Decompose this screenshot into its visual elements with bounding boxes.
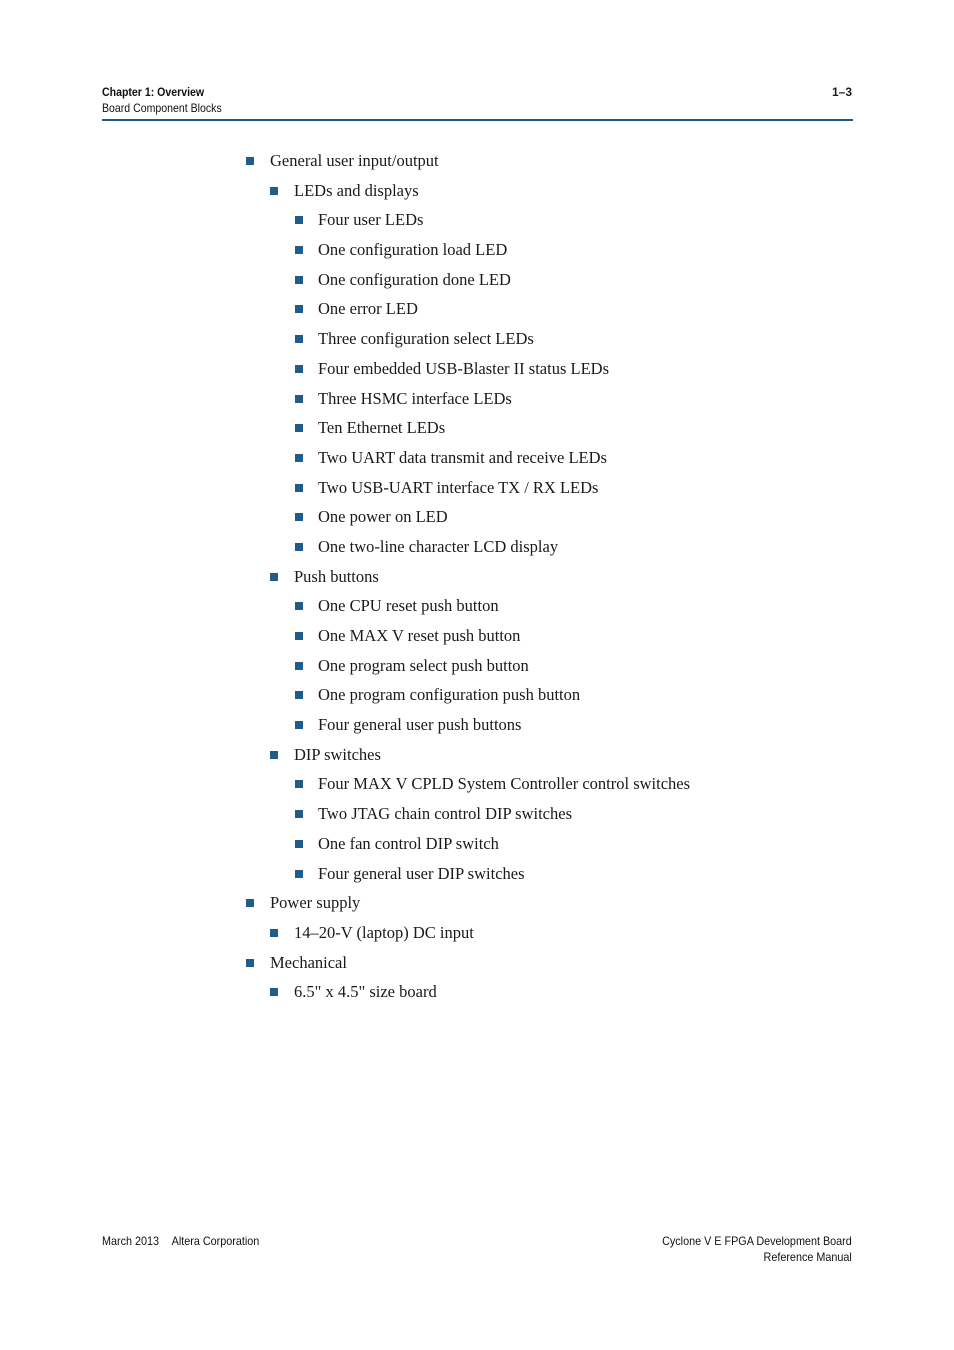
feature-list: [0, 146, 954, 1007]
list-item: [0, 591, 954, 621]
list-item: [0, 948, 954, 978]
list-item: [0, 265, 954, 295]
square-bullet-icon: [270, 187, 278, 195]
list-item: [0, 205, 954, 235]
footer-doc-subtitle: Reference Manual: [763, 1250, 852, 1264]
section-title: Board Component Blocks: [102, 101, 222, 115]
chapter-title: Chapter 1: Overview: [102, 85, 205, 99]
list-item-text: Power supply: [270, 893, 361, 913]
square-bullet-icon: [295, 721, 303, 729]
square-bullet-icon: [295, 691, 303, 699]
list-item-text: One program select push button: [318, 655, 529, 675]
square-bullet-icon: [295, 780, 303, 788]
list-item-text: 6.5" x 4.5" size board: [294, 982, 437, 1002]
footer-doc-title: Cyclone V E FPGA Development Board: [662, 1234, 852, 1248]
list-item: [0, 502, 954, 532]
square-bullet-icon: [295, 840, 303, 848]
list-item-text: Three HSMC interface LEDs: [318, 388, 512, 408]
list-item: [0, 235, 954, 265]
list-item: [0, 621, 954, 651]
square-bullet-icon: [270, 988, 278, 996]
list-item-text: DIP switches: [294, 744, 381, 764]
list-item: [0, 532, 954, 562]
square-bullet-icon: [246, 959, 254, 967]
list-item-text: 14–20-V (laptop) DC input: [294, 922, 474, 942]
list-item: [0, 294, 954, 324]
square-bullet-icon: [295, 484, 303, 492]
list-item: [0, 176, 954, 206]
square-bullet-icon: [295, 335, 303, 343]
list-item-text: One program configuration push button: [318, 685, 581, 705]
square-bullet-icon: [295, 454, 303, 462]
list-item-text: One MAX V reset push button: [318, 626, 521, 645]
footer-company: Altera Corporation: [171, 1234, 260, 1248]
list-item-text: Mechanical: [270, 952, 347, 972]
list-item-text: One CPU reset push button: [318, 596, 499, 616]
running-header: [102, 84, 238, 116]
list-item: [0, 710, 954, 740]
square-bullet-icon: [270, 929, 278, 937]
header-rule: [102, 119, 853, 121]
square-bullet-icon: [295, 543, 303, 551]
list-item: [0, 354, 954, 384]
list-item-text: One configuration done LED: [318, 269, 511, 289]
list-item: [0, 769, 954, 799]
square-bullet-icon: [295, 632, 303, 640]
list-item-text: Four general user DIP switches: [318, 863, 525, 883]
square-bullet-icon: [295, 276, 303, 284]
list-item: [0, 829, 954, 859]
list-item: [0, 680, 954, 710]
square-bullet-icon: [295, 216, 303, 224]
list-item: [0, 918, 954, 948]
list-item-text: Four embedded USB-Blaster II status LEDs: [318, 358, 609, 378]
list-item: [0, 977, 954, 1007]
page-number: 1–3: [831, 85, 852, 99]
square-bullet-icon: [270, 573, 278, 581]
square-bullet-icon: [295, 424, 303, 432]
list-item: [0, 413, 954, 443]
square-bullet-icon: [295, 810, 303, 818]
square-bullet-icon: [295, 513, 303, 521]
list-item-text: LEDs and displays: [294, 180, 419, 200]
list-item-text: Push buttons: [294, 566, 379, 586]
list-item-text: General user input/output: [270, 151, 439, 170]
square-bullet-icon: [295, 395, 303, 403]
list-item: [0, 324, 954, 354]
square-bullet-icon: [295, 246, 303, 254]
square-bullet-icon: [246, 157, 254, 165]
footer-left: [102, 1233, 259, 1249]
list-item-text: Two USB-UART interface TX / RX LEDs: [318, 477, 599, 497]
list-item-text: Two UART data transmit and receive LEDs: [318, 447, 607, 467]
list-item: [0, 473, 954, 503]
list-item-text: One fan control DIP switch: [318, 833, 499, 853]
list-item-text: Four user LEDs: [318, 210, 424, 230]
list-item-text: One two-line character LCD display: [318, 536, 559, 556]
list-item-text: One error LED: [318, 299, 418, 319]
list-item: [0, 651, 954, 681]
list-item-text: Three configuration select LEDs: [318, 329, 534, 349]
list-item: [0, 562, 954, 592]
footer-right: [662, 1233, 852, 1265]
list-item-text: Four general user push buttons: [318, 715, 522, 735]
list-item-text: One configuration load LED: [318, 240, 508, 260]
square-bullet-icon: [295, 870, 303, 878]
list-item-text: One power on LED: [318, 507, 448, 527]
list-item: [0, 799, 954, 829]
square-bullet-icon: [246, 899, 254, 907]
square-bullet-icon: [295, 602, 303, 610]
list-item: [0, 384, 954, 414]
list-item-text: Ten Ethernet LEDs: [318, 418, 446, 438]
list-item-text: Two JTAG chain control DIP switches: [318, 804, 572, 824]
list-item: [0, 740, 954, 770]
square-bullet-icon: [270, 751, 278, 759]
list-item: [0, 859, 954, 889]
list-item: [0, 146, 954, 176]
list-item-text: Four MAX V CPLD System Controller control switches: [318, 774, 691, 794]
square-bullet-icon: [295, 365, 303, 373]
square-bullet-icon: [295, 305, 303, 313]
footer-date: March 2013: [102, 1234, 160, 1248]
list-item: [0, 443, 954, 473]
square-bullet-icon: [295, 662, 303, 670]
list-item: [0, 888, 954, 918]
